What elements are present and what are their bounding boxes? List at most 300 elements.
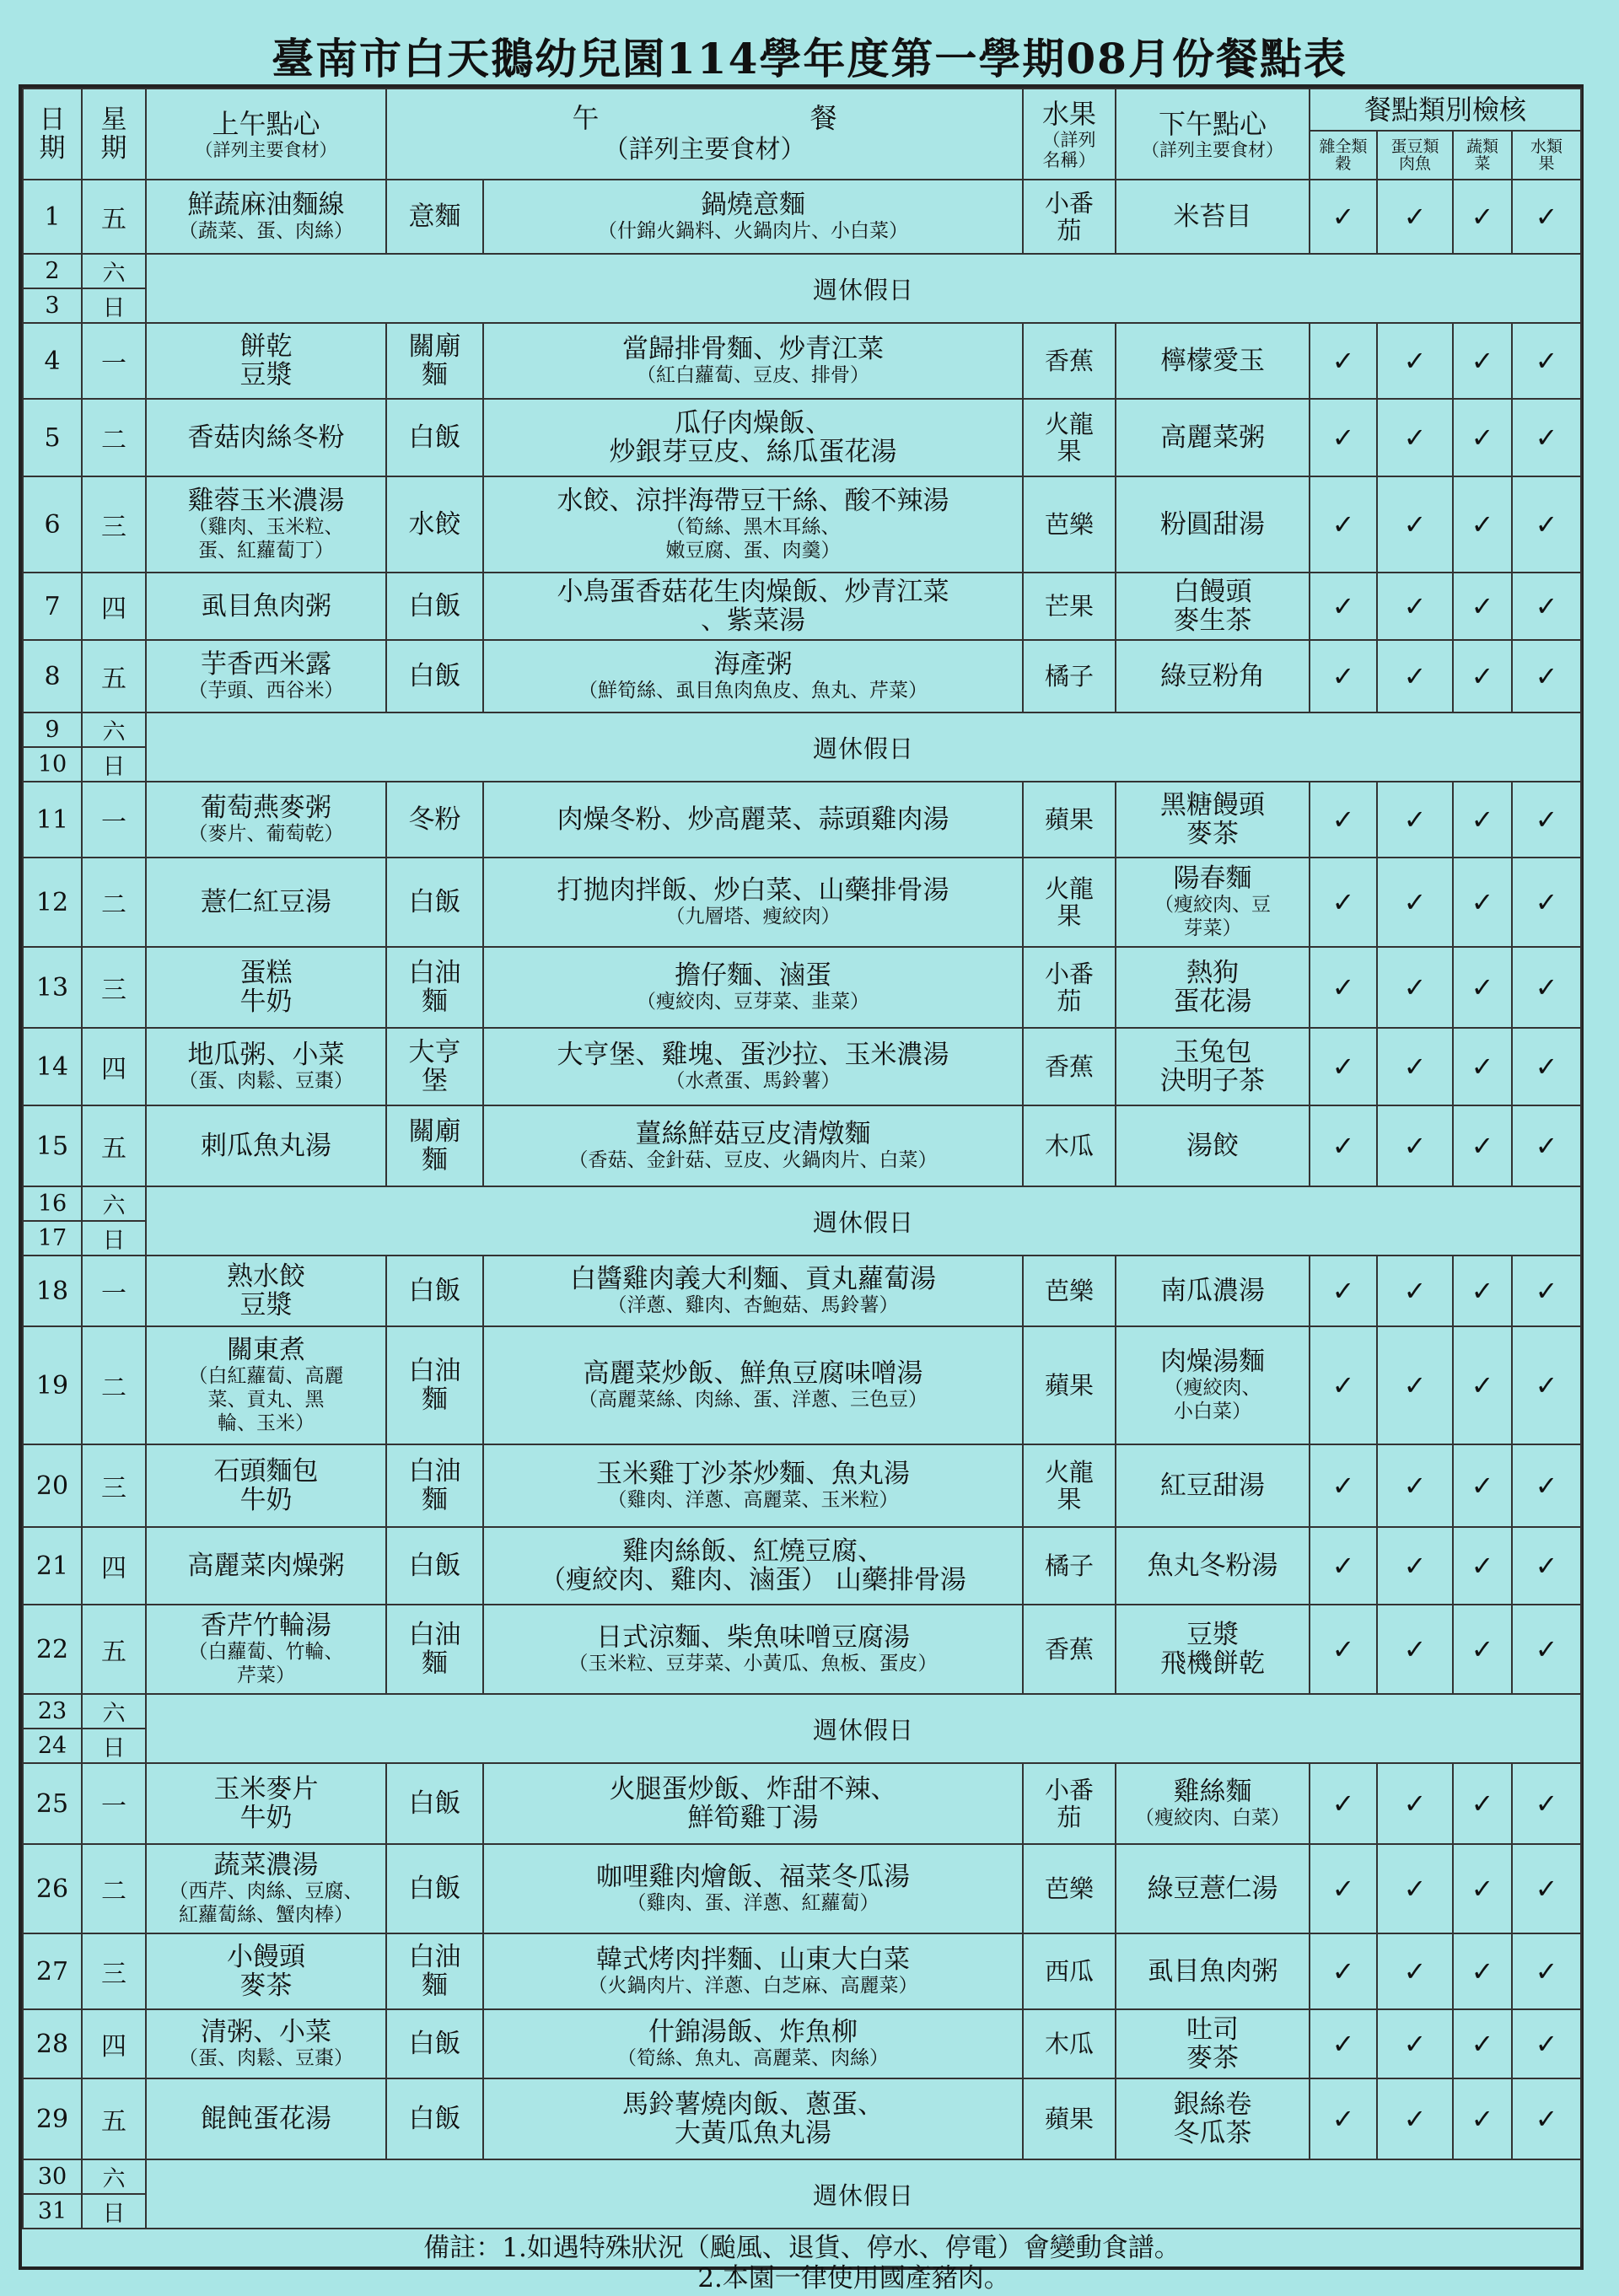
check-grain-cell: [1310, 1256, 1377, 1326]
staple: 白飯: [386, 573, 483, 640]
day-number: 28: [23, 2009, 82, 2078]
header-check-grain: [1310, 131, 1377, 180]
check-fruit-cell: [1512, 858, 1581, 947]
page-title: 臺南市白天鵝幼兒園114學年度第一學期08月份餐點表: [272, 34, 1347, 83]
check-veg-mark: ✓: [1471, 971, 1494, 1003]
check-grain-mark: ✓: [1331, 590, 1355, 622]
pm-snack-cell: [1116, 1527, 1310, 1605]
lunch: 火腿蛋炒飯、炸甜不辣、 鮮筍雞丁湯: [609, 1774, 897, 1833]
check-veg-mark: ✓: [1471, 2103, 1494, 2135]
fruit: 小番茄: [1023, 947, 1116, 1028]
holiday-row: [23, 1694, 1581, 1729]
weekday: 六: [82, 1694, 146, 1729]
menu-row: [23, 1028, 1581, 1105]
check-veg-cell: [1453, 2009, 1512, 2078]
check-grain-cell: [1310, 476, 1377, 573]
check-protein-mark: ✓: [1403, 422, 1427, 454]
am-snack-cell: [146, 2078, 386, 2159]
lunch-cell: [483, 476, 1023, 573]
check-protein-mark: ✓: [1403, 1955, 1427, 1987]
check-protein-cell: [1377, 2078, 1453, 2159]
weekday: 一: [82, 1256, 146, 1326]
check-veg-cell: [1453, 947, 1512, 1028]
header-fruit-sub: （詳列名稱）: [1042, 130, 1096, 170]
staple: 意麵: [386, 180, 483, 254]
day-number: 27: [23, 1933, 82, 2009]
check-grain-mark: ✓: [1331, 886, 1355, 918]
lunch-cell: [483, 1105, 1023, 1186]
pm-snack-cell: [1116, 1844, 1310, 1933]
check-protein-cell: [1377, 1527, 1453, 1605]
lunch-ingredients: （玉米粒、豆芽菜、小黃瓜、魚板、蛋皮）: [568, 1653, 938, 1675]
pm-snack-ingredients: （瘦絞肉、 小白菜）: [1164, 1377, 1261, 1422]
check-protein-cell: [1377, 399, 1453, 476]
holiday-label: 週休假日: [146, 1694, 1581, 1763]
am-snack-cell: [146, 1527, 386, 1605]
menu-row: [23, 573, 1581, 640]
check-veg-mark: ✓: [1471, 660, 1494, 692]
check-grain-cell: [1310, 858, 1377, 947]
check-protein-mark: ✓: [1403, 508, 1427, 540]
check-veg-cell: [1453, 180, 1512, 254]
check-protein-cell: [1377, 782, 1453, 858]
day-number: 8: [23, 640, 82, 712]
pm-snack: 肉燥湯麵: [1160, 1347, 1265, 1377]
weekday: 五: [82, 180, 146, 254]
check-fruit-mark: ✓: [1535, 345, 1558, 377]
check-grain-mark: ✓: [1331, 2028, 1355, 2060]
day-number: 23: [23, 1694, 82, 1729]
check-protein-cell: [1377, 640, 1453, 712]
check-protein-cell: [1377, 1933, 1453, 2009]
day-number: 3: [23, 288, 82, 323]
holiday-label: 週休假日: [146, 712, 1581, 782]
lunch: 擔仔麵、滷蛋: [675, 960, 831, 991]
am-snack: 香菇肉絲冬粉: [187, 422, 345, 453]
weekday: 三: [82, 476, 146, 573]
fruit: 西瓜: [1023, 1933, 1116, 2009]
check-veg-mark: ✓: [1471, 1470, 1494, 1502]
weekday: 日: [82, 2194, 146, 2229]
check-grain-mark: ✓: [1331, 422, 1355, 454]
check-fruit-cell: [1512, 1933, 1581, 2009]
weekday: 四: [82, 1527, 146, 1605]
pm-snack: 綠豆粉角: [1160, 661, 1265, 691]
check-grain-cell: [1310, 1933, 1377, 2009]
am-snack-ingredients: （白蘿蔔、竹輪、 芹菜）: [188, 1641, 344, 1686]
check-grain-mark: ✓: [1331, 201, 1355, 233]
check-grain-cell: [1310, 399, 1377, 476]
check-veg-mark: ✓: [1471, 2028, 1494, 2060]
check-veg-cell: [1453, 782, 1512, 858]
lunch-ingredients: （水煮蛋、馬鈴薯）: [665, 1070, 841, 1092]
check-veg-cell: [1453, 1028, 1512, 1105]
check-protein-cell: [1377, 858, 1453, 947]
menu-row: [23, 1605, 1581, 1694]
am-snack-cell: [146, 573, 386, 640]
fruit: 芭樂: [1023, 1256, 1116, 1326]
staple: 白飯: [386, 1844, 483, 1933]
day-number: 9: [23, 712, 82, 747]
day-number: 5: [23, 399, 82, 476]
check-protein-mark: ✓: [1403, 345, 1427, 377]
lunch-cell: [483, 399, 1023, 476]
lunch-cell: [483, 858, 1023, 947]
pm-snack: 黑糖饅頭 麥茶: [1160, 790, 1265, 849]
day-number: 24: [23, 1729, 82, 1763]
check-protein-cell: [1377, 476, 1453, 573]
check-protein-cell: [1377, 1444, 1453, 1527]
weekday: 五: [82, 640, 146, 712]
header-day-label: 日期: [39, 105, 66, 164]
weekday: 一: [82, 782, 146, 858]
header-pm-snack-label: 下午點心: [1158, 108, 1267, 140]
check-veg-cell: [1453, 1763, 1512, 1844]
lunch-cell: [483, 1028, 1023, 1105]
check-protein-mark: ✓: [1403, 1550, 1427, 1582]
check-fruit-cell: [1512, 782, 1581, 858]
am-snack: 餛飩蛋花湯: [201, 2104, 331, 2134]
weekday: 日: [82, 288, 146, 323]
fruit: 香蕉: [1023, 1028, 1116, 1105]
check-fruit-cell: [1512, 1326, 1581, 1444]
lunch-ingredients: （高麗菜絲、肉絲、蛋、洋蔥、三色豆）: [578, 1389, 928, 1411]
lunch-ingredients: （紅白蘿蔔、豆皮、排骨）: [637, 364, 869, 386]
lunch: 日式涼麵、柴魚味噌豆腐湯: [596, 1622, 910, 1653]
pm-snack-cell: [1116, 1763, 1310, 1844]
check-veg-mark: ✓: [1471, 1955, 1494, 1987]
am-snack-cell: [146, 1326, 386, 1444]
weekday: 日: [82, 1221, 146, 1256]
day-number: 10: [23, 747, 82, 782]
pm-snack: 雞絲麵: [1173, 1777, 1252, 1807]
day-number: 22: [23, 1605, 82, 1694]
day-number: 13: [23, 947, 82, 1028]
menu-row: [23, 640, 1581, 712]
check-protein-mark: ✓: [1403, 971, 1427, 1003]
lunch-ingredients: （香菇、金針菇、豆皮、火鍋肉片、白菜）: [568, 1149, 938, 1171]
lunch-cell: [483, 1444, 1023, 1527]
check-veg-mark: ✓: [1471, 1550, 1494, 1582]
weekday: 四: [82, 2009, 146, 2078]
check-protein-cell: [1377, 573, 1453, 640]
notes: [423, 2233, 1181, 2293]
staple: 大亨堡: [386, 1028, 483, 1105]
am-snack-cell: [146, 1105, 386, 1186]
check-veg-cell: [1453, 323, 1512, 399]
pm-snack: 銀絲卷 冬瓜茶: [1173, 2089, 1252, 2148]
lunch-cell: [483, 1326, 1023, 1444]
check-protein-cell: [1377, 1028, 1453, 1105]
header-check-grain-label: 雜全類穀: [1319, 137, 1368, 173]
day-number: 20: [23, 1444, 82, 1527]
staple: 白飯: [386, 640, 483, 712]
header-fruit-label: 水果: [1041, 98, 1096, 130]
holiday-label: 週休假日: [146, 2159, 1581, 2229]
am-snack: 熟水餃 豆漿: [227, 1261, 305, 1320]
check-fruit-cell: [1512, 947, 1581, 1028]
pm-snack-cell: [1116, 180, 1310, 254]
lunch-ingredients: （瘦絞肉、豆芽菜、韭菜）: [637, 991, 869, 1013]
check-fruit-cell: [1512, 573, 1581, 640]
weekday: 五: [82, 2078, 146, 2159]
pm-snack: 湯餃: [1186, 1131, 1239, 1161]
check-fruit-mark: ✓: [1535, 508, 1558, 540]
lunch-cell: [483, 573, 1023, 640]
check-fruit-mark: ✓: [1535, 1369, 1558, 1401]
pm-snack-cell: [1116, 2078, 1310, 2159]
staple: 白飯: [386, 2009, 483, 2078]
menu-row: [23, 1933, 1581, 2009]
pm-snack: 吐司 麥茶: [1186, 2014, 1239, 2073]
pm-snack-cell: [1116, 1105, 1310, 1186]
header-lunch: [386, 89, 1023, 180]
holiday-row: [23, 254, 1581, 288]
header-weekday-label: 星期: [100, 105, 127, 164]
weekday: 二: [82, 399, 146, 476]
check-grain-mark: ✓: [1331, 345, 1355, 377]
check-protein-mark: ✓: [1403, 660, 1427, 692]
lunch: 肉燥冬粉、炒高麗菜、蒜頭雞肉湯: [557, 804, 949, 835]
am-snack: 小饅頭 麥茶: [227, 1942, 305, 2001]
check-fruit-mark: ✓: [1535, 1275, 1558, 1307]
check-grain-cell: [1310, 1444, 1377, 1527]
lunch-cell: [483, 1933, 1023, 2009]
pm-snack-ingredients: （瘦絞肉、豆 芽菜）: [1154, 894, 1271, 939]
check-protein-cell: [1377, 2009, 1453, 2078]
check-veg-cell: [1453, 1256, 1512, 1326]
weekday: 五: [82, 1105, 146, 1186]
check-grain-cell: [1310, 1028, 1377, 1105]
day-number: 17: [23, 1221, 82, 1256]
lunch: 什錦湯飯、炸魚柳: [648, 2017, 858, 2047]
check-fruit-mark: ✓: [1535, 1130, 1558, 1162]
weekday: 三: [82, 1933, 146, 2009]
am-snack-cell: [146, 476, 386, 573]
check-grain-mark: ✓: [1331, 1470, 1355, 1502]
pm-snack-cell: [1116, 947, 1310, 1028]
pm-snack-cell: [1116, 1933, 1310, 2009]
header-check-fruit-label: 水類果: [1530, 137, 1563, 173]
check-protein-cell: [1377, 1256, 1453, 1326]
check-veg-cell: [1453, 1326, 1512, 1444]
fruit: 香蕉: [1023, 323, 1116, 399]
lunch: 瓜仔肉燥飯、 炒銀芽豆皮、絲瓜蛋花湯: [609, 408, 897, 467]
check-veg-mark: ✓: [1471, 345, 1494, 377]
check-fruit-cell: [1512, 2009, 1581, 2078]
check-grain-cell: [1310, 1326, 1377, 1444]
fruit: 芒果: [1023, 573, 1116, 640]
header-row: [23, 89, 1581, 131]
check-grain-mark: ✓: [1331, 1051, 1355, 1083]
check-protein-mark: ✓: [1403, 1873, 1427, 1905]
staple: 水餃: [386, 476, 483, 573]
check-fruit-mark: ✓: [1535, 1788, 1558, 1820]
am-snack-cell: [146, 180, 386, 254]
check-veg-mark: ✓: [1471, 1633, 1494, 1665]
pm-snack: 綠豆薏仁湯: [1147, 1874, 1278, 1904]
header-fruit: [1023, 89, 1116, 180]
weekday: 日: [82, 747, 146, 782]
lunch-cell: [483, 947, 1023, 1028]
check-grain-cell: [1310, 2078, 1377, 2159]
am-snack-ingredients: （雞肉、玉米粒、 蛋、紅蘿蔔丁）: [188, 516, 344, 562]
check-fruit-cell: [1512, 323, 1581, 399]
fruit: 香蕉: [1023, 1605, 1116, 1694]
day-number: 11: [23, 782, 82, 858]
check-grain-mark: ✓: [1331, 1130, 1355, 1162]
am-snack-ingredients: （麥片、葡萄乾）: [188, 823, 344, 845]
staple: 關廟麵: [386, 323, 483, 399]
pm-snack-cell: [1116, 1326, 1310, 1444]
check-fruit-cell: [1512, 1444, 1581, 1527]
menu-row: [23, 1844, 1581, 1933]
fruit: 蘋果: [1023, 2078, 1116, 2159]
weekday: 四: [82, 573, 146, 640]
header-lunch-sub: （詳列主要食材）: [603, 135, 806, 164]
check-fruit-mark: ✓: [1535, 2103, 1558, 2135]
check-protein-mark: ✓: [1403, 1633, 1427, 1665]
menu-row: [23, 947, 1581, 1028]
menu-row: [23, 399, 1581, 476]
am-snack-ingredients: （蛋、肉鬆、豆棗）: [179, 1070, 353, 1092]
pm-snack: 米苔目: [1173, 202, 1252, 232]
am-snack-cell: [146, 1028, 386, 1105]
day-number: 30: [23, 2159, 82, 2194]
pm-snack: 熱狗 蛋花湯: [1173, 958, 1252, 1017]
menu-row: [23, 1256, 1581, 1326]
check-fruit-mark: ✓: [1535, 1633, 1558, 1665]
check-grain-mark: ✓: [1331, 1873, 1355, 1905]
check-veg-cell: [1453, 399, 1512, 476]
note-line-2: 2.本園一律使用國產豬肉。: [697, 2262, 1010, 2293]
check-grain-cell: [1310, 1105, 1377, 1186]
check-protein-mark: ✓: [1403, 2103, 1427, 2135]
am-snack-cell: [146, 858, 386, 947]
check-grain-mark: ✓: [1331, 2103, 1355, 2135]
am-snack: 刺瓜魚丸湯: [201, 1131, 331, 1161]
weekday: 四: [82, 1028, 146, 1105]
check-veg-mark: ✓: [1471, 1051, 1494, 1083]
header-check-protein: [1377, 131, 1453, 180]
check-fruit-cell: [1512, 2078, 1581, 2159]
header-lunch-label: 午 餐: [572, 102, 939, 134]
menu-row: [23, 476, 1581, 573]
day-number: 12: [23, 858, 82, 947]
staple: 冬粉: [386, 782, 483, 858]
check-veg-mark: ✓: [1471, 1788, 1494, 1820]
weekday: 三: [82, 947, 146, 1028]
fruit: 火龍果: [1023, 399, 1116, 476]
am-snack-cell: [146, 399, 386, 476]
lunch-ingredients: （筍絲、黑木耳絲、 嫩豆腐、蛋、肉羹）: [665, 516, 841, 562]
lunch-cell: [483, 1256, 1023, 1326]
fruit: 火龍果: [1023, 858, 1116, 947]
check-protein-mark: ✓: [1403, 1470, 1427, 1502]
check-grain-cell: [1310, 1763, 1377, 1844]
menu-row: [23, 858, 1581, 947]
check-grain-mark: ✓: [1331, 660, 1355, 692]
am-snack-ingredients: （白紅蘿蔔、高麗 菜、貢丸、黑 輪、玉米）: [188, 1365, 344, 1434]
check-fruit-mark: ✓: [1535, 422, 1558, 454]
am-snack-cell: [146, 947, 386, 1028]
fruit: 橘子: [1023, 1527, 1116, 1605]
check-protein-mark: ✓: [1403, 804, 1427, 836]
lunch: 馬鈴薯燒肉飯、蔥蛋、 大黃瓜魚丸湯: [622, 2089, 884, 2148]
lunch: 水餃、涼拌海帶豆干絲、酸不辣湯: [557, 486, 949, 516]
lunch-ingredients: （鮮筍絲、虱目魚肉魚皮、魚丸、芹菜）: [578, 680, 928, 702]
fruit: 芭樂: [1023, 1844, 1116, 1933]
check-protein-mark: ✓: [1403, 1051, 1427, 1083]
check-grain-cell: [1310, 782, 1377, 858]
check-veg-cell: [1453, 1605, 1512, 1694]
holiday-row: [23, 1186, 1581, 1221]
note-line-1: 備註：1.如遇特殊狀況（颱風、退貨、停水、停電）會變動食譜。: [423, 2232, 1181, 2263]
pm-snack-cell: [1116, 476, 1310, 573]
check-grain-mark: ✓: [1331, 971, 1355, 1003]
check-fruit-cell: [1512, 1605, 1581, 1694]
check-grain-mark: ✓: [1331, 804, 1355, 836]
check-fruit-mark: ✓: [1535, 1051, 1558, 1083]
staple: 白飯: [386, 399, 483, 476]
lunch-cell: [483, 180, 1023, 254]
check-veg-cell: [1453, 1527, 1512, 1605]
check-veg-mark: ✓: [1471, 422, 1494, 454]
check-grain-cell: [1310, 180, 1377, 254]
pm-snack-ingredients: （瘦絞肉、白菜）: [1135, 1807, 1290, 1829]
day-number: 7: [23, 573, 82, 640]
pm-snack-cell: [1116, 399, 1310, 476]
fruit: 小番茄: [1023, 180, 1116, 254]
day-number: 4: [23, 323, 82, 399]
am-snack-cell: [146, 1444, 386, 1527]
lunch-cell: [483, 2078, 1023, 2159]
lunch: 小鳥蛋香菇花生肉燥飯、炒青江菜 、紫菜湯: [557, 577, 949, 636]
am-snack-cell: [146, 782, 386, 858]
day-number: 25: [23, 1763, 82, 1844]
lunch-cell: [483, 1763, 1023, 1844]
check-protein-mark: ✓: [1403, 886, 1427, 918]
check-protein-mark: ✓: [1403, 2028, 1427, 2060]
fruit: 火龍果: [1023, 1444, 1116, 1527]
day-number: 29: [23, 2078, 82, 2159]
am-snack-ingredients: （蛋、肉鬆、豆棗）: [179, 2047, 353, 2069]
day-number: 21: [23, 1527, 82, 1605]
check-fruit-mark: ✓: [1535, 660, 1558, 692]
lunch: 雞肉絲飯、紅燒豆腐、 （瘦絞肉、雞肉、滷蛋） 山藥排骨湯: [540, 1536, 966, 1595]
weekday: 二: [82, 858, 146, 947]
weekday: 二: [82, 1844, 146, 1933]
pm-snack: 陽春麵: [1173, 863, 1252, 894]
day-number: 15: [23, 1105, 82, 1186]
weekday: 日: [82, 1729, 146, 1763]
check-protein-mark: ✓: [1403, 1275, 1427, 1307]
weekday: 一: [82, 1763, 146, 1844]
check-fruit-cell: [1512, 1763, 1581, 1844]
holiday-row: [23, 2159, 1581, 2194]
check-veg-cell: [1453, 640, 1512, 712]
check-fruit-cell: [1512, 1256, 1581, 1326]
staple: 白油麵: [386, 1444, 483, 1527]
am-snack: 虱目魚肉粥: [201, 591, 331, 621]
menu-row: [23, 180, 1581, 254]
am-snack-cell: [146, 1605, 386, 1694]
check-grain-mark: ✓: [1331, 508, 1355, 540]
pm-snack: 豆漿 飛機餅乾: [1160, 1620, 1265, 1679]
pm-snack-cell: [1116, 323, 1310, 399]
check-protein-mark: ✓: [1403, 1130, 1427, 1162]
menu-row: [23, 782, 1581, 858]
